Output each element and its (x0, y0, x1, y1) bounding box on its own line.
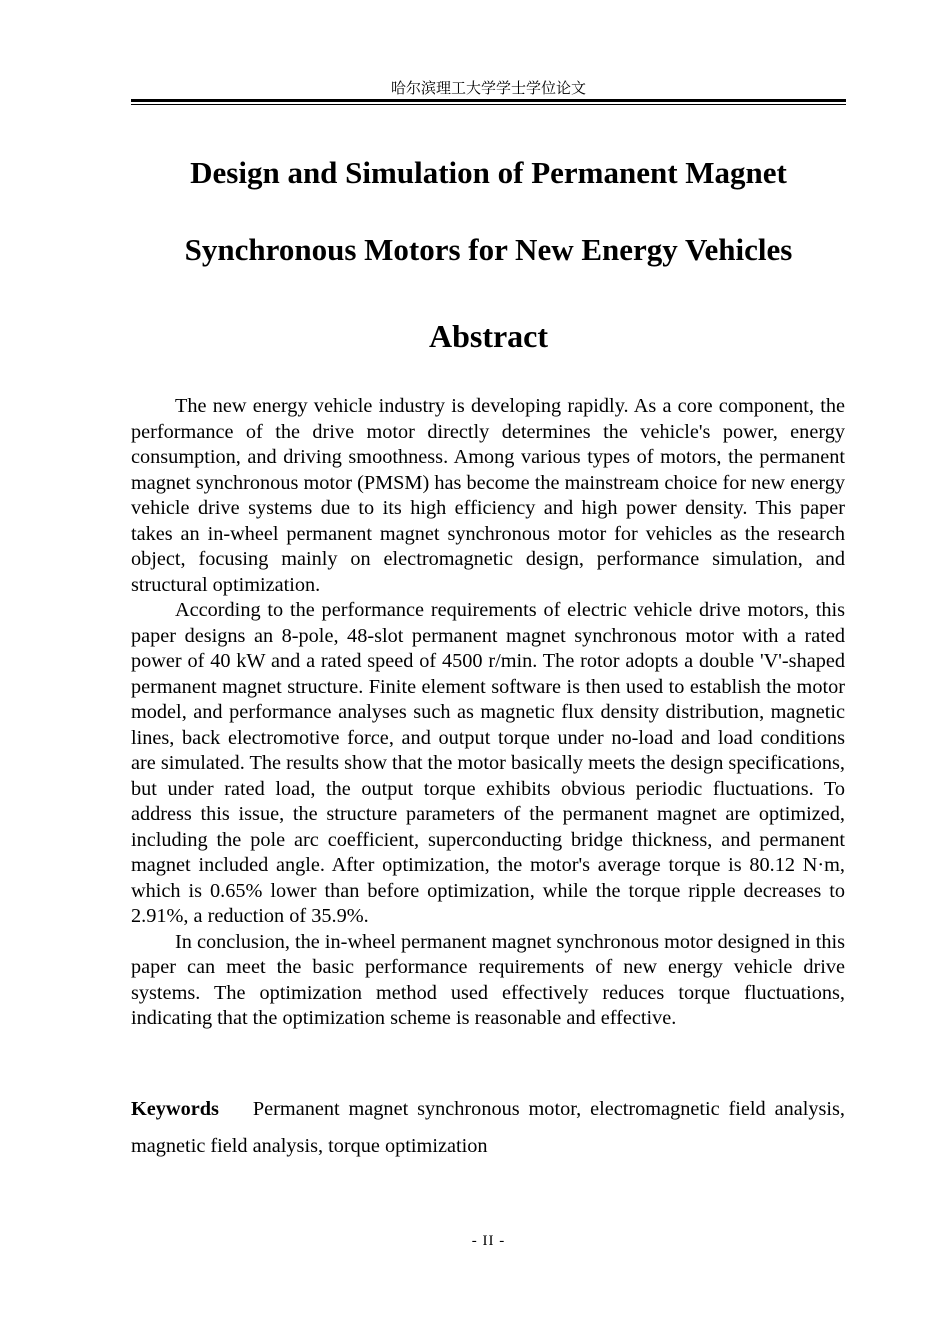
header-rule-thin (131, 104, 846, 105)
keywords-text: Permanent magnet synchronous motor, electromagnetic field analysis, magnetic field analysis, torque optimization (131, 1098, 845, 1157)
title-line-1: Design and Simulation of Permanent Magnet (190, 155, 787, 190)
running-header: 哈尔滨理工大学学士学位论文 (390, 79, 586, 97)
abstract-paragraph-3: In conclusion, the in-wheel permanent magnet synchronous motor designed in this paper can meet the basic performance requirements of new energy vehicle drive systems. The optimization method used effectively reduces torque fluctuations, indicating that the optimization scheme is reasonable and effective. (131, 930, 845, 1029)
title-line-2: Synchronous Motors for New Energy Vehicles (184, 232, 793, 267)
abstract-heading: Abstract (428, 318, 549, 354)
page-number: - II - (471, 1233, 506, 1249)
keywords-block (131, 1091, 845, 1165)
keywords-label: Keywords (131, 1098, 219, 1120)
abstract-paragraph-1: The new energy vehicle industry is developing rapidly. As a core component, the performance of the drive motor directly determines the vehicle's power, energy consumption, and driving smoothness. Among various types of motors, the permanent magnet synchronous motor (PMSM) has become the mainstream choice for new energy vehicle drive systems due to its high efficiency and high power density. This paper takes an in-wheel permanent magnet synchronous motor for vehicles as the research object, focusing mainly on electromagnetic design, performance simulation, and structural optimization. (131, 395, 845, 596)
abstract-body (131, 394, 845, 1032)
header-rule-thick (131, 99, 846, 102)
abstract-paragraph-2: According to the performance requirements of electric vehicle drive motors, this paper designs an 8-pole, 48-slot permanent magnet synchronous motor with a rated power of 40 kW and a rated speed of 4500 r/min. The rotor adopts a double 'V'-shaped permanent magnet structure. Finite element software is then used to establish the motor model, and performance analyses such as magnetic flux density distribution, magnetic lines, back electromotive force, and output torque under no-load and load conditions are simulated. The results show that the motor basically meets the design specifications, but under rated load, the output torque exhibits obvious periodic fluctuations. To address this issue, the structure parameters of the permanent magnet are optimized, including the pole arc coefficient, superconducting bridge thickness, and permanent magnet included angle. After optimization, the motor's average torque is 80.12 N·m, which is 0.65% lower than before optimization, while the torque ripple decreases to 2.91%, a reduction of 35.9%. (131, 599, 845, 927)
